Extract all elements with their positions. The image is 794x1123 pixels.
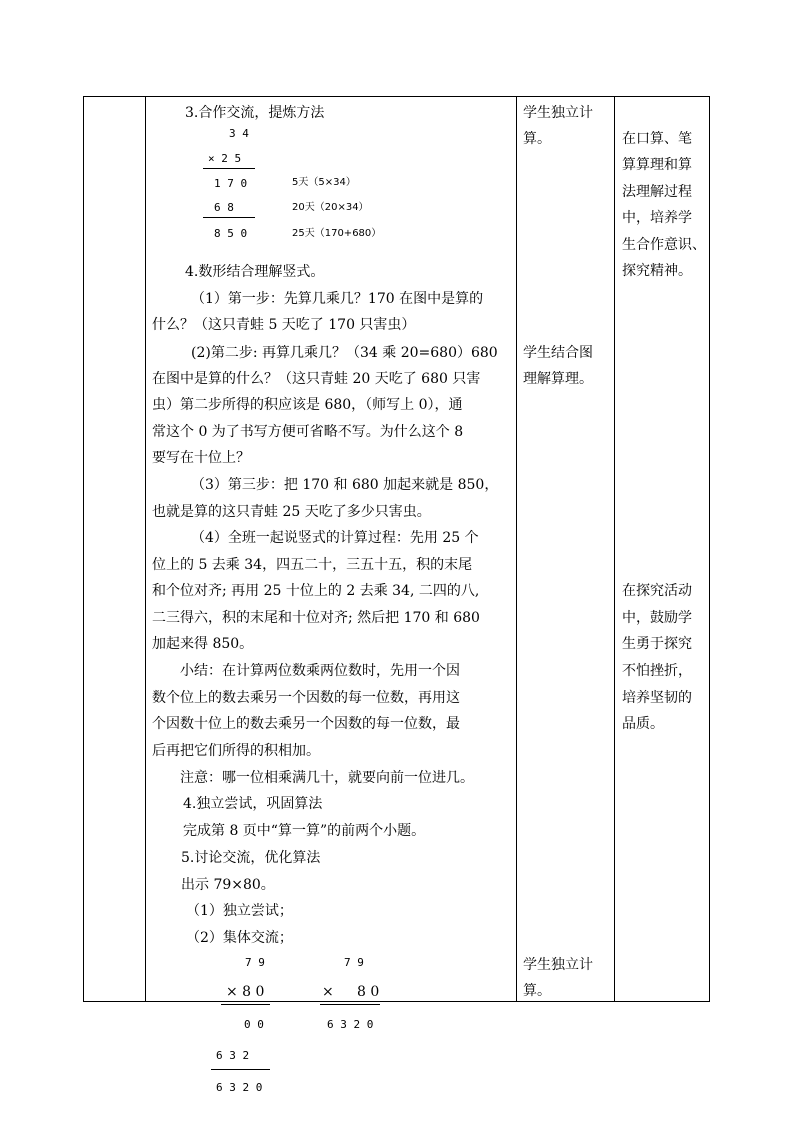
calc2-left-multiplier: × 8 0 <box>226 984 265 1000</box>
calc1-rule-2 <box>203 217 255 218</box>
intent-1-line: 生合作意识、 <box>622 237 706 253</box>
intent-1-line: 探究精神。 <box>622 263 692 279</box>
calc1-multiplicand: 3 4 <box>229 127 249 140</box>
table-col-border-4 <box>709 96 710 1002</box>
text-line: 出示 79×80。 <box>181 877 275 893</box>
text-line: (2)第二步: 再算几乘几？（34 乘 20=680）680 <box>191 345 498 361</box>
text-line: 什么？（这只青蛙 5 天吃了 170 只害虫） <box>152 317 416 333</box>
calc1-note-2: 20天（20×34） <box>292 202 369 213</box>
student-activity-3: 学生独立计 <box>523 957 593 973</box>
text-line: （4）全班一起说竖式的计算过程：先用 25 个 <box>191 530 479 546</box>
student-activity-2: 学生结合图 <box>523 345 593 361</box>
calc2-right-multiplicand: 7 9 <box>344 956 364 969</box>
text-line: 要写在十位上？ <box>152 450 250 466</box>
calc1-partial-1: 1 7 0 <box>214 177 248 190</box>
student-activity-3: 算。 <box>523 983 551 999</box>
section-3-title: 3.合作交流，提炼方法 <box>185 105 325 121</box>
text-line: 二三得六，积的末尾和十位对齐; 然后把 170 和 680 <box>152 610 480 626</box>
intent-1-line: 法理解过程 <box>622 184 692 200</box>
subsection-title: 5.讨论交流，优化算法 <box>181 850 321 866</box>
intent-2-line: 不怕挫折， <box>622 663 692 679</box>
subsection-title: 4.独立尝试，巩固算法 <box>183 796 323 812</box>
table-col-border-0 <box>83 96 84 1002</box>
calc2-right-rule <box>320 1004 380 1005</box>
text-line: 加起来得 850。 <box>152 636 254 652</box>
intent-2-line: 生勇于探究 <box>622 636 692 652</box>
intent-1-line: 中，培养学 <box>622 210 692 226</box>
student-activity-2: 理解算理。 <box>523 371 593 387</box>
text-line: （2）集体交流； <box>186 930 293 946</box>
text-line: 也就是算的这只青蛙 25 天吃了多少只害虫。 <box>152 504 431 520</box>
note-line: 注意：哪一位相乘满几十，就要向前一位进几。 <box>180 770 474 786</box>
text-line: 完成第 8 页中“算一算”的前两个小题。 <box>183 823 426 839</box>
calc1-sum: 8 5 0 <box>214 227 248 240</box>
text-line: 在图中是算的什么？（这只青蛙 20 天吃了 680 只害 <box>152 371 481 387</box>
text-line: （3）第三步：把 170 和 680 加起来就是 850， <box>191 477 499 493</box>
calc2-left-multiplicand: 7 9 <box>245 956 265 969</box>
calc2-left-rule-1 <box>221 1004 270 1005</box>
calc1-rule-1 <box>203 168 255 169</box>
calc2-right-times-sign: × <box>322 984 334 1000</box>
text-line: （1）独立尝试； <box>186 903 293 919</box>
calc2-left-rule-2 <box>211 1069 270 1070</box>
intent-2-line: 培养坚韧的 <box>622 690 692 706</box>
text-line: （1）第一步：先算几乘几？170 在图中是算的 <box>191 291 484 307</box>
student-activity-1: 算。 <box>523 131 551 147</box>
table-col-border-3 <box>614 96 615 1002</box>
calc2-right-multiplier: 8 0 <box>357 984 380 1000</box>
intent-2-line: 品质。 <box>622 716 664 732</box>
calc1-note-1: 5天（5×34） <box>292 177 356 188</box>
summary-line: 数个位上的数去乘另一个因数的每一位数，再用这 <box>152 690 460 706</box>
intent-1-line: 在口算、笔 <box>622 131 692 147</box>
table-bottom-border <box>83 1001 710 1002</box>
summary-line: 小结：在计算两位数乘两位数时，先用一个因 <box>180 663 460 679</box>
text-line: 和个位对齐; 再用 25 十位上的 2 去乘 34, 二四的八, <box>152 583 480 599</box>
calc1-partial-2: 6 8 <box>214 201 234 214</box>
intent-2-line: 中，鼓励学 <box>622 610 692 626</box>
text-line: 位上的 5 去乘 34，四五二十，三五十五，积的末尾 <box>152 557 473 573</box>
summary-line: 个因数十位上的数去乘另一个因数的每一位数，最 <box>152 716 460 732</box>
calc2-right-product: 6 3 2 0 <box>327 1018 374 1031</box>
calc1-multiplier: × 2 5 <box>208 152 242 165</box>
intent-1-line: 算算理和算 <box>622 157 692 173</box>
calc2-partial-product: 6 3 2 <box>216 1049 250 1062</box>
text-line: 常这个 0 为了书写方便可省略不写。为什么这个 8 <box>152 424 464 440</box>
table-col-border-2 <box>516 96 517 1002</box>
text-line: 虫）第二步所得的积应该是 680，（师写上 0），通 <box>152 397 463 413</box>
intent-2-line: 在探究活动 <box>622 583 692 599</box>
calc2-sum: 6 3 2 0 <box>216 1081 263 1094</box>
calc1-note-3: 25天（170+680） <box>292 228 382 239</box>
calc2-left-product-row: 0 0 <box>244 1018 264 1031</box>
section-4-title: 4.数形结合理解竖式。 <box>185 264 325 280</box>
summary-line: 后再把它们所得的积相加。 <box>152 743 320 759</box>
table-top-border <box>83 96 710 97</box>
table-col-border-1 <box>145 96 146 1002</box>
student-activity-1: 学生独立计 <box>523 105 593 121</box>
